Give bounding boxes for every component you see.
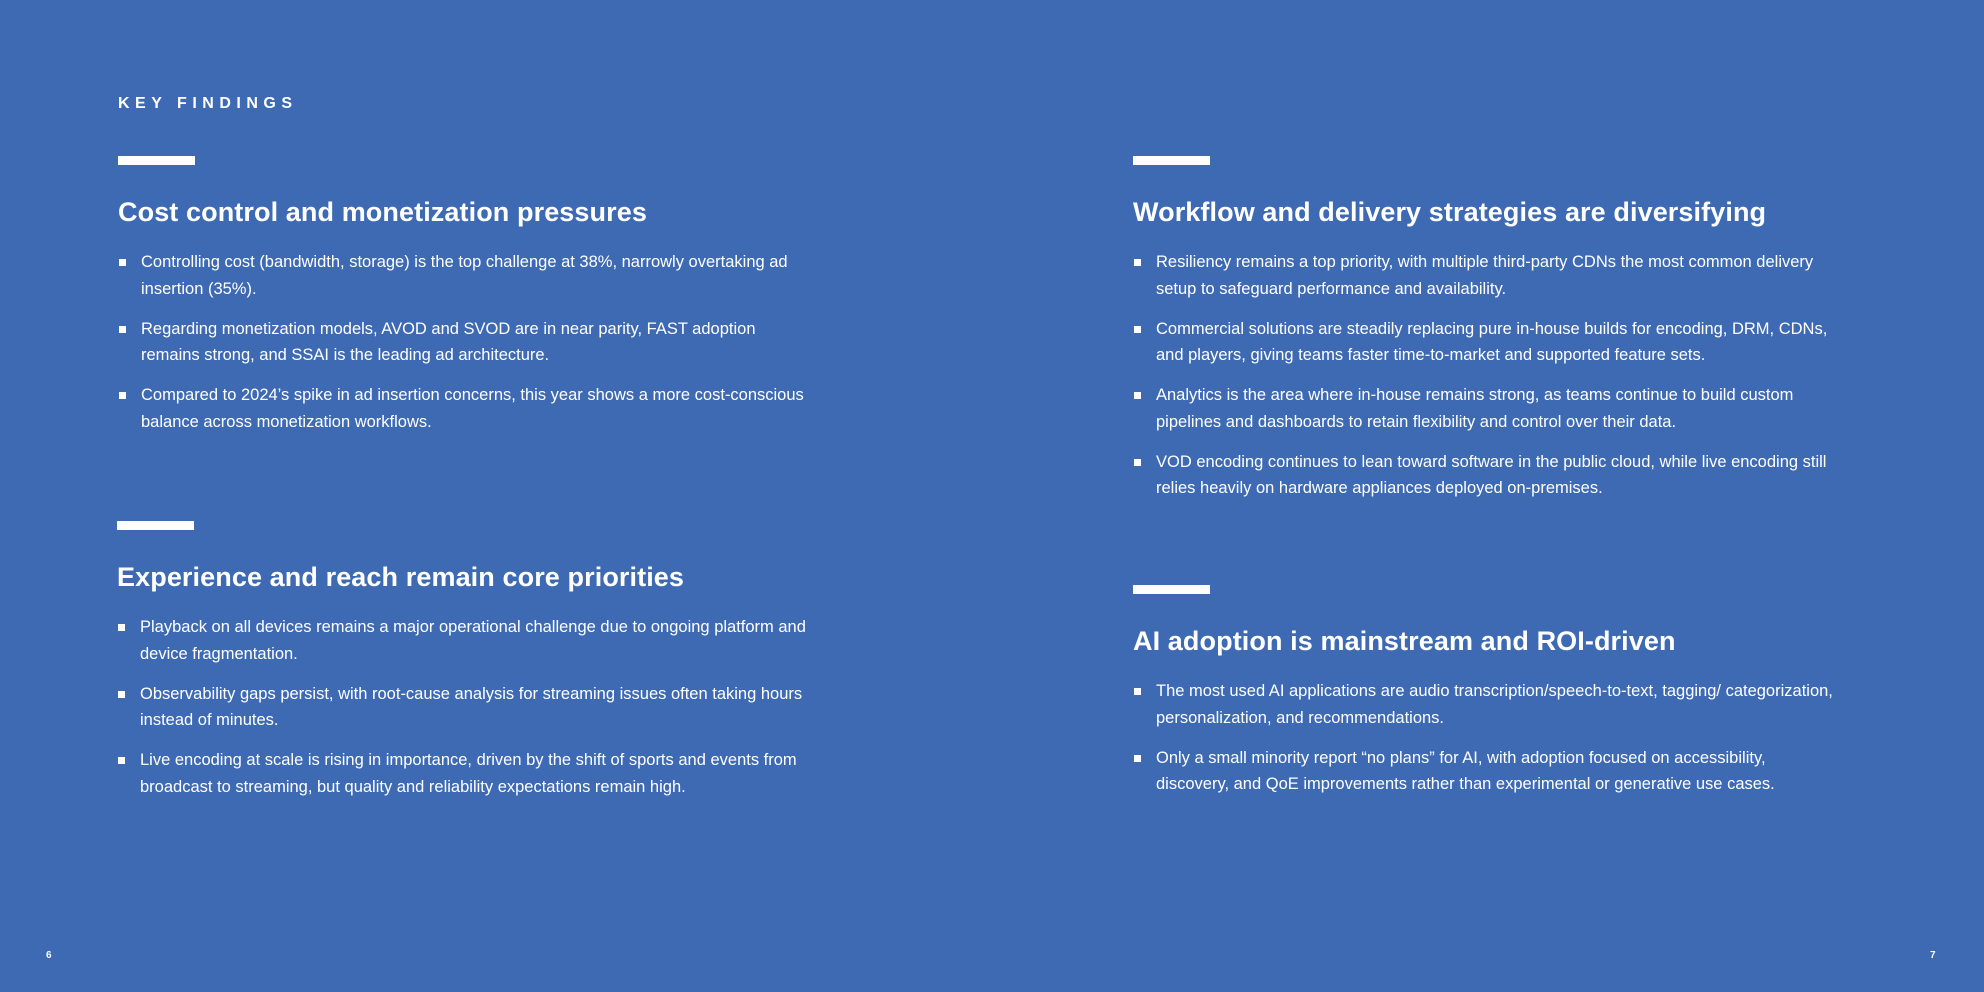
heading-rule [1133,585,1210,594]
square-bullet-icon [118,624,125,631]
square-bullet-icon [1134,688,1141,695]
square-bullet-icon [1134,392,1141,399]
list-item [1133,249,1833,302]
list-item [1133,745,1833,798]
finding-title: Workflow and delivery strategies are diversifying [1133,197,1767,227]
list-item [1133,382,1833,435]
list-item [117,614,817,667]
square-bullet-icon [1134,755,1141,762]
heading-rule [118,156,195,165]
list-item-text: Observability gaps persist, with root-cause analysis for streaming issues often taking hours instead of minutes. [140,684,803,729]
page-number-left: 6 [46,950,52,961]
list-item [118,316,818,369]
finding-list [118,249,818,435]
square-bullet-icon [119,392,126,399]
list-item-text: Controlling cost (bandwidth, storage) is the top challenge at 38%, narrowly overtaking ad insertion (35%). [141,253,788,298]
list-item [117,681,817,734]
finding-title: AI adoption is mainstream and ROI-driven [1133,626,1676,656]
list-item-text: Commercial solutions are steadily replacing pure in-house builds for encoding, DRM, CDNs, and players, giving teams faster time-to-market and supported feature sets. [1156,319,1828,364]
list-item-text: Analytics is the area where in-house remains strong, as teams continue to build custom pipelines and dashboards to retain flexibility and control over their data. [1156,386,1794,431]
finding-list [1133,249,1833,502]
list-item-text: Regarding monetization models, AVOD and SVOD are in near parity, FAST adoption remains strong, and SSAI is the leading ad architecture. [141,319,756,364]
finding-list [117,614,817,800]
list-item-text: The most used AI applications are audio transcription/speech-to-text, tagging/ categorization, personalization, and recommendations. [1156,682,1833,727]
square-bullet-icon [119,259,126,266]
list-item-text: Playback on all devices remains a major operational challenge due to ongoing platform and device fragmentation. [140,618,806,663]
section-eyebrow: KEY FINDINGS [118,95,298,112]
list-item [118,249,818,302]
finding-cost-control [118,156,818,449]
heading-rule [1133,156,1210,165]
list-item [118,382,818,435]
finding-title: Cost control and monetization pressures [118,197,647,227]
square-bullet-icon [119,326,126,333]
heading-rule [117,521,194,530]
square-bullet-icon [1134,259,1141,266]
list-item [1133,449,1833,502]
list-item [1133,678,1833,731]
finding-experience-reach [117,521,817,814]
finding-workflow-delivery [1133,156,1833,515]
finding-ai-adoption [1133,585,1833,811]
finding-title: Experience and reach remain core priorities [117,562,685,592]
list-item-text: VOD encoding continues to lean toward software in the public cloud, while live encoding still relies heavily on hardware appliances deployed on-premises. [1156,452,1827,497]
page-number-right: 7 [1930,950,1936,961]
square-bullet-icon [118,757,125,764]
square-bullet-icon [118,691,125,698]
list-item [117,747,817,800]
square-bullet-icon [1134,326,1141,333]
list-item-text: Only a small minority report “no plans” for AI, with adoption focused on accessibility, discovery, and QoE improvements rather than experimental or generative use cases. [1156,748,1775,793]
list-item [1133,316,1833,369]
list-item-text: Compared to 2024’s spike in ad insertion concerns, this year shows a more cost-conscious balance across monetization workflows. [141,386,804,431]
finding-list [1133,678,1833,798]
list-item-text: Resiliency remains a top priority, with multiple third-party CDNs the most common delivery setup to safeguard performance and availability. [1156,253,1814,298]
square-bullet-icon [1134,459,1141,466]
list-item-text: Live encoding at scale is rising in importance, driven by the shift of sports and events from broadcast to streaming, but quality and reliability expectations remain high. [140,751,797,796]
